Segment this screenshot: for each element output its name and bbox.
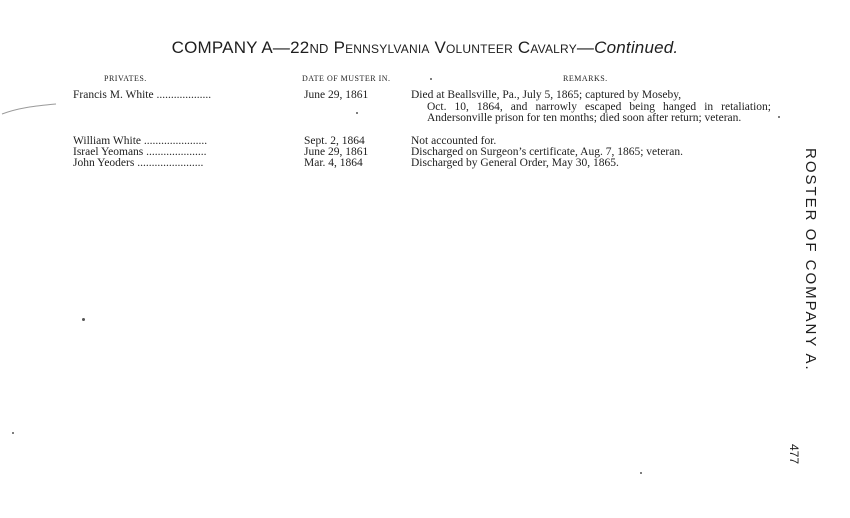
- title-continued: Continued.: [594, 38, 679, 57]
- muster-date: Sept. 2, 1864: [304, 135, 365, 147]
- remark-continuation: Oct. 10, 1864, and narrowly escaped being hanged in retaliation; Andersonville prison for ten months; died soon after return; veteran.: [427, 100, 771, 124]
- muster-date: June 29, 1861: [304, 89, 369, 101]
- scan-speck: [640, 472, 642, 474]
- column-header-remarks: REMARKS.: [563, 74, 608, 83]
- title-company: COMPANY A—22: [171, 38, 310, 57]
- page-number: 477: [787, 444, 801, 465]
- scan-scratch: [0, 98, 60, 118]
- scan-speck: [12, 432, 14, 434]
- side-heading: ROSTER OF COMPANY A.: [802, 148, 819, 372]
- muster-date: June 29, 1861: [304, 146, 369, 158]
- remark: Discharged on Surgeon’s certificate, Aug. 7, 1865; veteran.: [411, 146, 683, 158]
- remark-first-line: Died at Beallsville, Pa., July 5, 1865; captured by Moseby,: [411, 89, 682, 101]
- scan-speck: [356, 112, 358, 114]
- remark: Not accounted for.: [411, 135, 497, 147]
- page-title: [0, 38, 850, 58]
- scan-speck: [778, 116, 780, 118]
- title-ordinal-suffix: ND: [309, 41, 329, 56]
- private-name: William White ......................: [73, 136, 208, 147]
- remark: Discharged by General Order, May 30, 1865.: [411, 157, 619, 169]
- title-unit: Pennsylvania Volunteer Cavalry—: [328, 38, 595, 57]
- column-header-privates: PRIVATES.: [104, 74, 147, 83]
- muster-date: Mar. 4, 1864: [304, 157, 363, 169]
- remark: [411, 90, 771, 125]
- private-name: Israel Yeomans .....................: [73, 147, 207, 158]
- scan-speck: [82, 318, 85, 321]
- private-name: Francis M. White ...................: [73, 90, 212, 101]
- private-name: John Yeoders .......................: [73, 158, 204, 169]
- column-header-date: DATE OF MUSTER IN.: [302, 74, 391, 83]
- scan-speck: [430, 78, 432, 80]
